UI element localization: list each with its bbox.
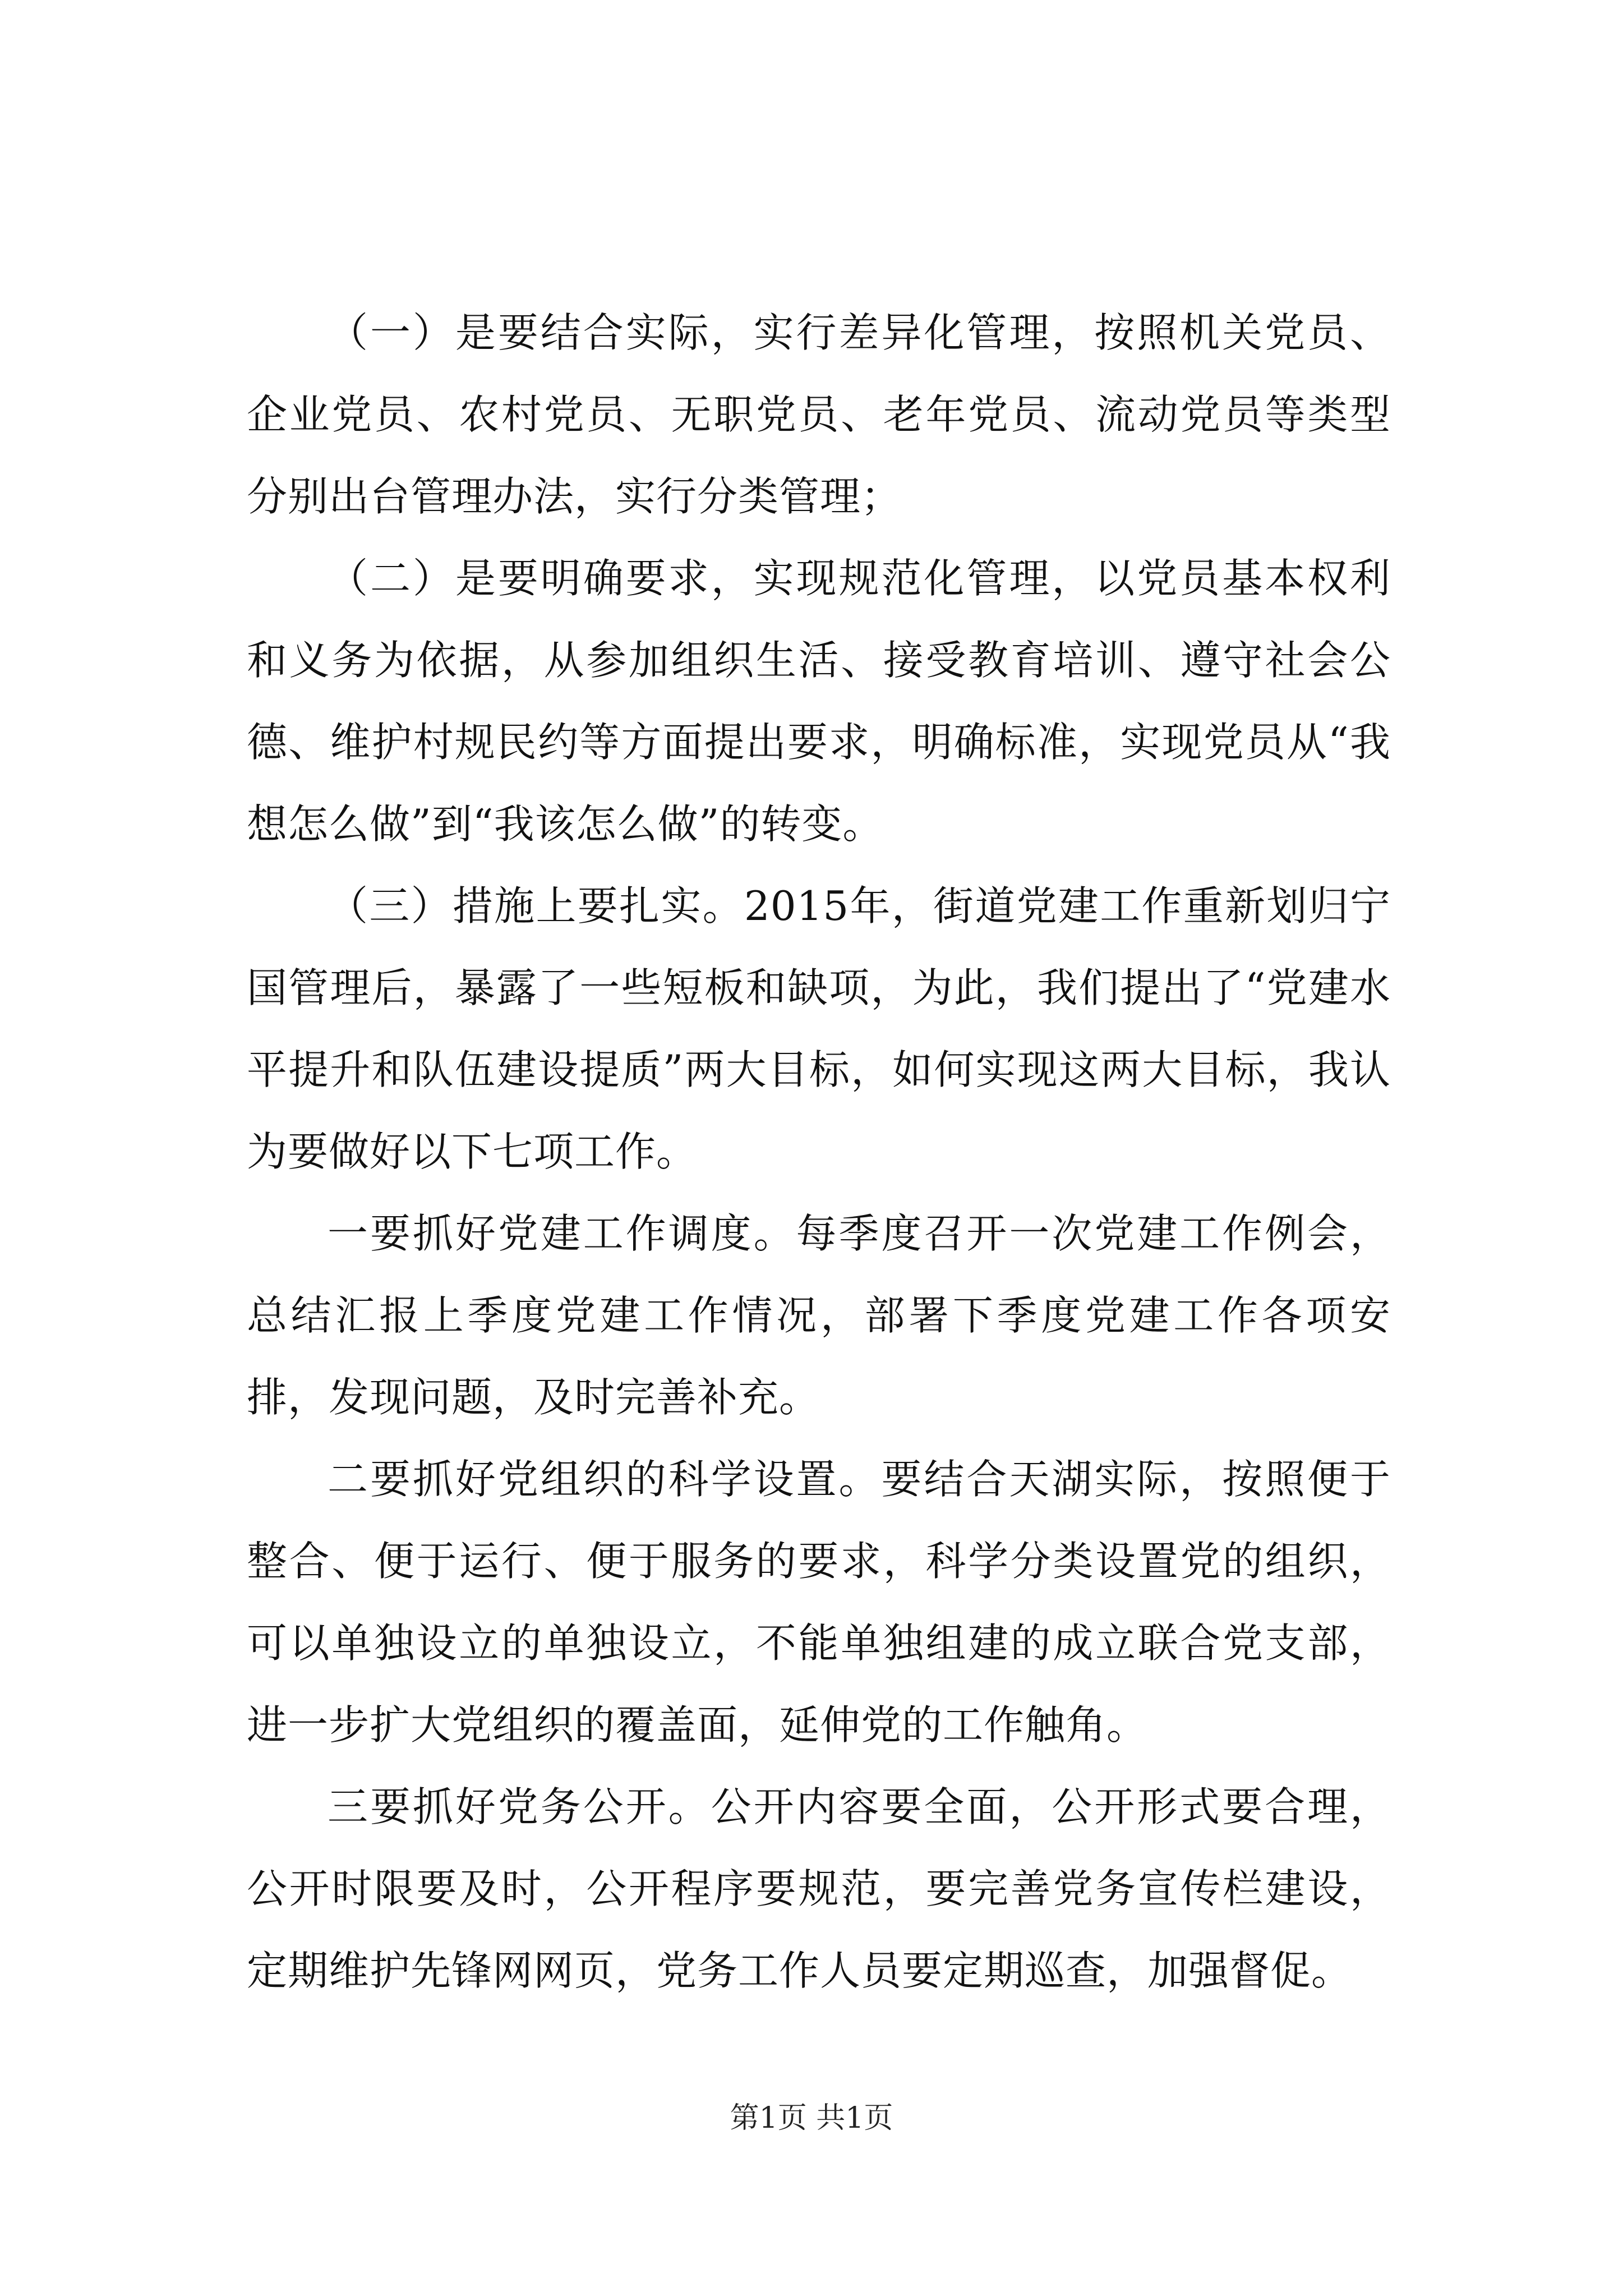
paragraph-5: 二要抓好党组织的科学设置。要结合天湖实际，按照便于整合、便于运行、便于服务的要求，科学分类设置党的组织，可以单独设立的单独设立，不能单独组建的成立联合党支部，进一步扩大党组织的覆盖面，延伸党的工作触角。 [247,1456,1391,1749]
paragraph-4: 一要抓好党建工作调度。每季度召开一次党建工作例会，总结汇报上季度党建工作情况，部署下季度党建工作各项安排，发现问题，及时完善补充。 [247,1210,1391,1421]
paragraph-1: （一）是要结合实际，实行差异化管理，按照机关党员、企业党员、农村党员、无职党员、老年党员、流动党员等类型分别出台管理办法，实行分类管理； [247,309,1391,520]
paragraph-2: （二）是要明确要求，实现规范化管理，以党员基本权利和义务为依据，从参加组织生活、接受教育培训、遵守社会公德、维护村规民约等方面提出要求，明确标准，实现党员从“我想怎么做”到“我该怎么做”的转变。 [247,555,1391,848]
paragraph-6: 三要抓好党务公开。公开内容要全面，公开形式要合理，公开时限要及时，公开程序要规范，要完善党务宣传栏建设，定期维护先锋网网页，党务工作人员要定期巡查，加强督促。 [247,1783,1391,1994]
page-footer: 第1页 共1页 [730,2101,893,2135]
document-body [247,292,1391,2012]
paragraph-3: （三）措施上要扎实。2015年，街道党建工作重新划归宁国管理后，暴露了一些短板和缺项，为此，我们提出了“党建水平提升和队伍建设提质”两大目标，如何实现这两大目标，我认为要做好以下七项工作。 [247,882,1391,1175]
